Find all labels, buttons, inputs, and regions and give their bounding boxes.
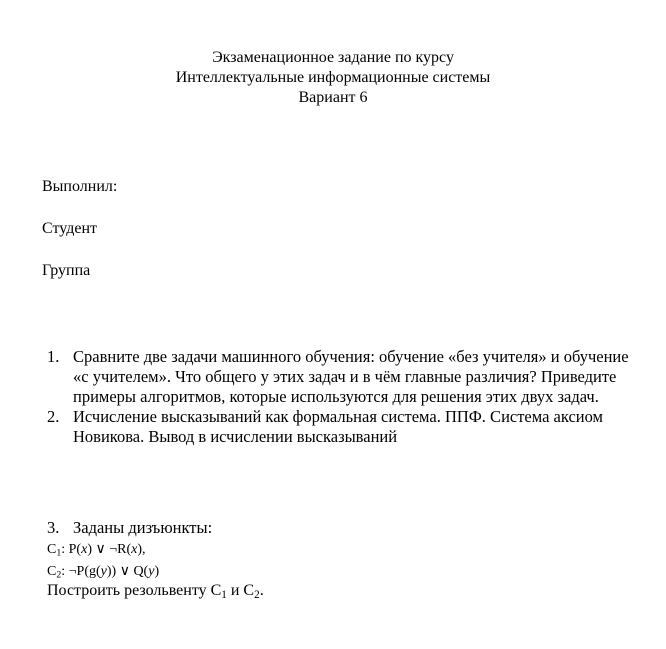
task-text: Заданы дизъюнкты:: [73, 518, 213, 537]
course-name-line: Интеллектуальные информационные системы: [175, 69, 491, 86]
clause-c2: $C_2$: ¬P(g(y)) ∨ Q(y): [47, 564, 160, 581]
performed-by-label: Выполнил:: [42, 178, 118, 195]
task-item: [0, 347, 633, 407]
task-number: 3.: [47, 518, 60, 537]
variant-line: Вариант 6: [298, 89, 368, 106]
task-list: [0, 347, 666, 447]
student-label: Студент: [42, 220, 98, 237]
task-number: 2.: [47, 407, 60, 426]
task-item: [47, 518, 212, 538]
resolvent-instruction: Построить резольвенту $C_1$ и $C_2$.: [47, 582, 264, 601]
clause-c1: $C_1$: P(x) ∨ ¬R(x),: [47, 542, 146, 559]
task-item: [0, 407, 633, 447]
course-title-line: Экзаменационное задание по курсу: [212, 49, 454, 66]
task-number: 1.: [47, 347, 60, 366]
task-text: Исчисление высказываний как формальная система. ППФ. Система аксиом Новикова. Вывод в исчислении высказываний: [73, 407, 603, 446]
group-label: Группа: [42, 262, 91, 279]
task-text: Сравните две задачи машинного обучения: обучение «без учителя» и обучение «с учителем». Что общего у этих задач и в чём главные различия? Приведите примеры алгоритмов, которые используются для решения этих двух задач.: [73, 347, 629, 406]
exam-header: [0, 48, 666, 108]
